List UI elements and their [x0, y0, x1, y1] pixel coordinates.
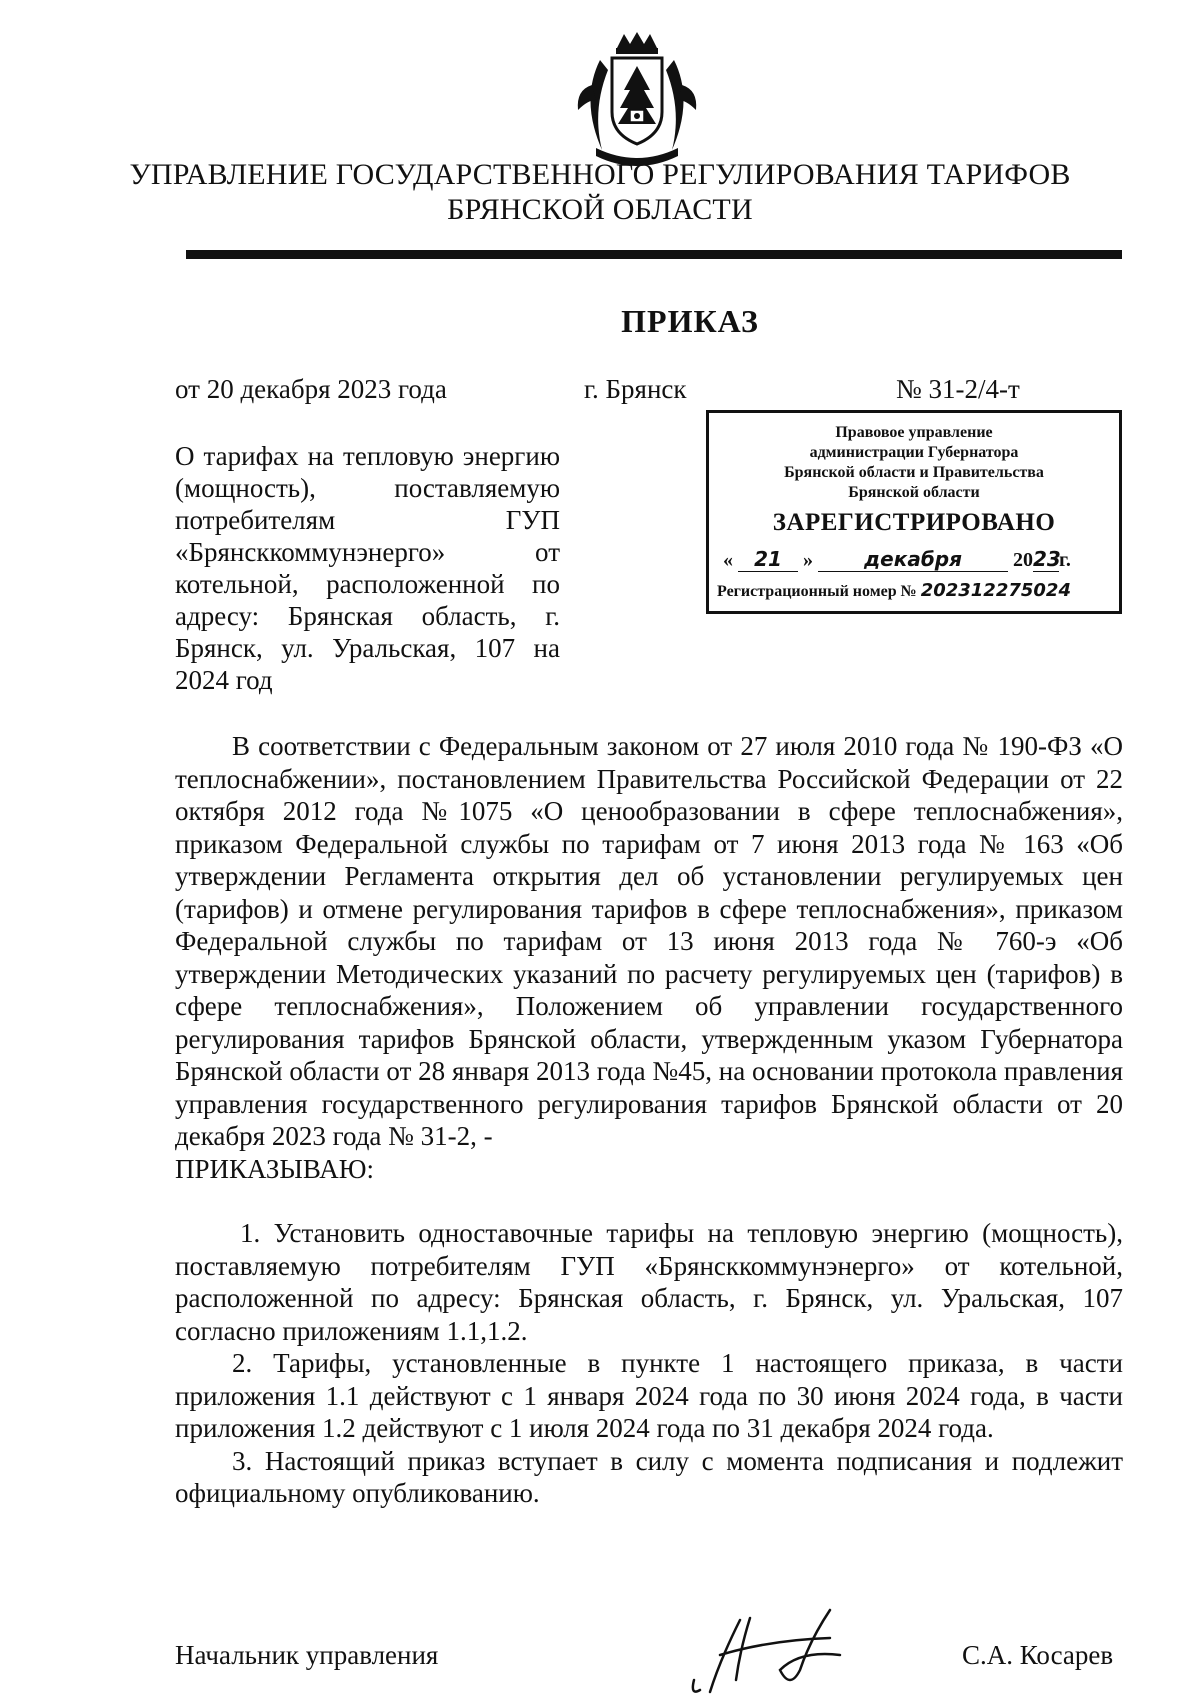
stamp-year-prefix: 20	[1013, 549, 1033, 571]
stamp-year-suffix: 23	[1033, 547, 1061, 571]
stamp-month: декабря	[818, 547, 1008, 572]
document-number: № 31-2/4-т	[896, 374, 1020, 404]
registration-stamp	[706, 410, 1122, 614]
document-title: ПРИКАЗ	[621, 303, 759, 339]
header-divider	[186, 250, 1122, 259]
stamp-reg-label: Регистрационный номер №	[717, 583, 917, 600]
stamp-registered: ЗАРЕГИСТРИРОВАНО	[772, 509, 1056, 536]
signatory-position: Начальник управления	[175, 1640, 439, 1670]
order-word: ПРИКАЗЫВАЮ:	[175, 1153, 374, 1184]
signatory-name: С.А. Косарев	[962, 1640, 1114, 1670]
stamp-year-unit: г.	[1059, 549, 1071, 571]
stamp-date	[709, 547, 1119, 572]
stamp-line2: администрации Губернатора	[809, 444, 1019, 461]
stamp-day: 21	[738, 547, 798, 572]
document-date: от 20 декабря 2023 года	[175, 374, 447, 404]
stamp-reg-number: 202312275024	[920, 580, 1071, 601]
stamp-line3: Брянской области и Правительства	[784, 464, 1044, 481]
order-item-1: 1. Установить одноставочные тарифы на тепловую энергию (мощность), поставляемую потребителям ГУП «Брянсккоммунэнерго» от котельной, расположенной по адресу: Брянская область, г. Брянск, ул. Уральская, 107 согласно приложениям 1.1,1.2.	[175, 1218, 1123, 1346]
preamble-paragraph: В соответствии с Федеральным законом от 27 июля 2010 года № 190-ФЗ «О теплоснабжении», постановлением Правительства Российской Федерации от 22 октября 2012 года №1075 «О ценообразовании в сфере теплоснабжения», приказом Федеральной службы по тарифам от 7 июня 2013 года № 163 «Об утверждении Регламента открытия дел об установлении регулируемых цен (тарифов) и отмене регулирования тарифов в сфере теплоснабжения», приказом Федеральной службы по тарифам от 13 июня 2013 года № 760-э «Об утверждении Методических указаний по расчету регулируемых цен (тарифов) в сфере теплоснабжения», Положением об управлении государственного регулирования тарифов Брянской области, утвержденным указом Губернатора Брянской области от 28 января 2013 года №45, на основании протокола правления управления государственного регулирования тарифов Брянской области от 20 декабря 2023 года № 31-2, -	[175, 731, 1123, 1151]
stamp-line4: Брянской области	[848, 484, 980, 501]
handwritten-signature	[680, 1600, 880, 1700]
stamp-quote-open: «	[723, 549, 733, 571]
stamp-line1: Правовое управление	[835, 424, 993, 441]
order-item-3: 3. Настоящий приказ вступает в силу с момента подписания и подлежит официальному опубликованию.	[175, 1445, 1123, 1508]
document-body	[175, 730, 1123, 1510]
order-item-2: 2. Тарифы, установленные в пункте 1 настоящего приказа, в части приложения 1.1 действуют с 1 января 2024 года по 30 июня 2024 года, в части приложения 1.2 действуют с 1 июля 2024 года по 31 декабря 2024 года.	[175, 1348, 1123, 1443]
organization-name-line2: БРЯНСКОЙ ОБЛАСТИ	[447, 193, 753, 226]
stamp-registration-number	[709, 580, 1119, 601]
bryansk-coat-of-arms-icon	[572, 30, 702, 170]
stamp-quote-close: »	[803, 549, 813, 571]
organization-name-line1: УПРАВЛЕНИЕ ГОСУДАРСТВЕННОГО РЕГУЛИРОВАНИЯ ТАРИФОВ	[129, 158, 1071, 191]
document-city: г. Брянск	[584, 374, 687, 404]
document-subject: О тарифах на тепловую энергию (мощность), поставляемую потребителям ГУП «Брянсккоммунэнерго» от котельной, расположенной по адресу: Брянская область, г. Брянск, ул. Уральская, 107 на 2024 год	[175, 441, 560, 695]
